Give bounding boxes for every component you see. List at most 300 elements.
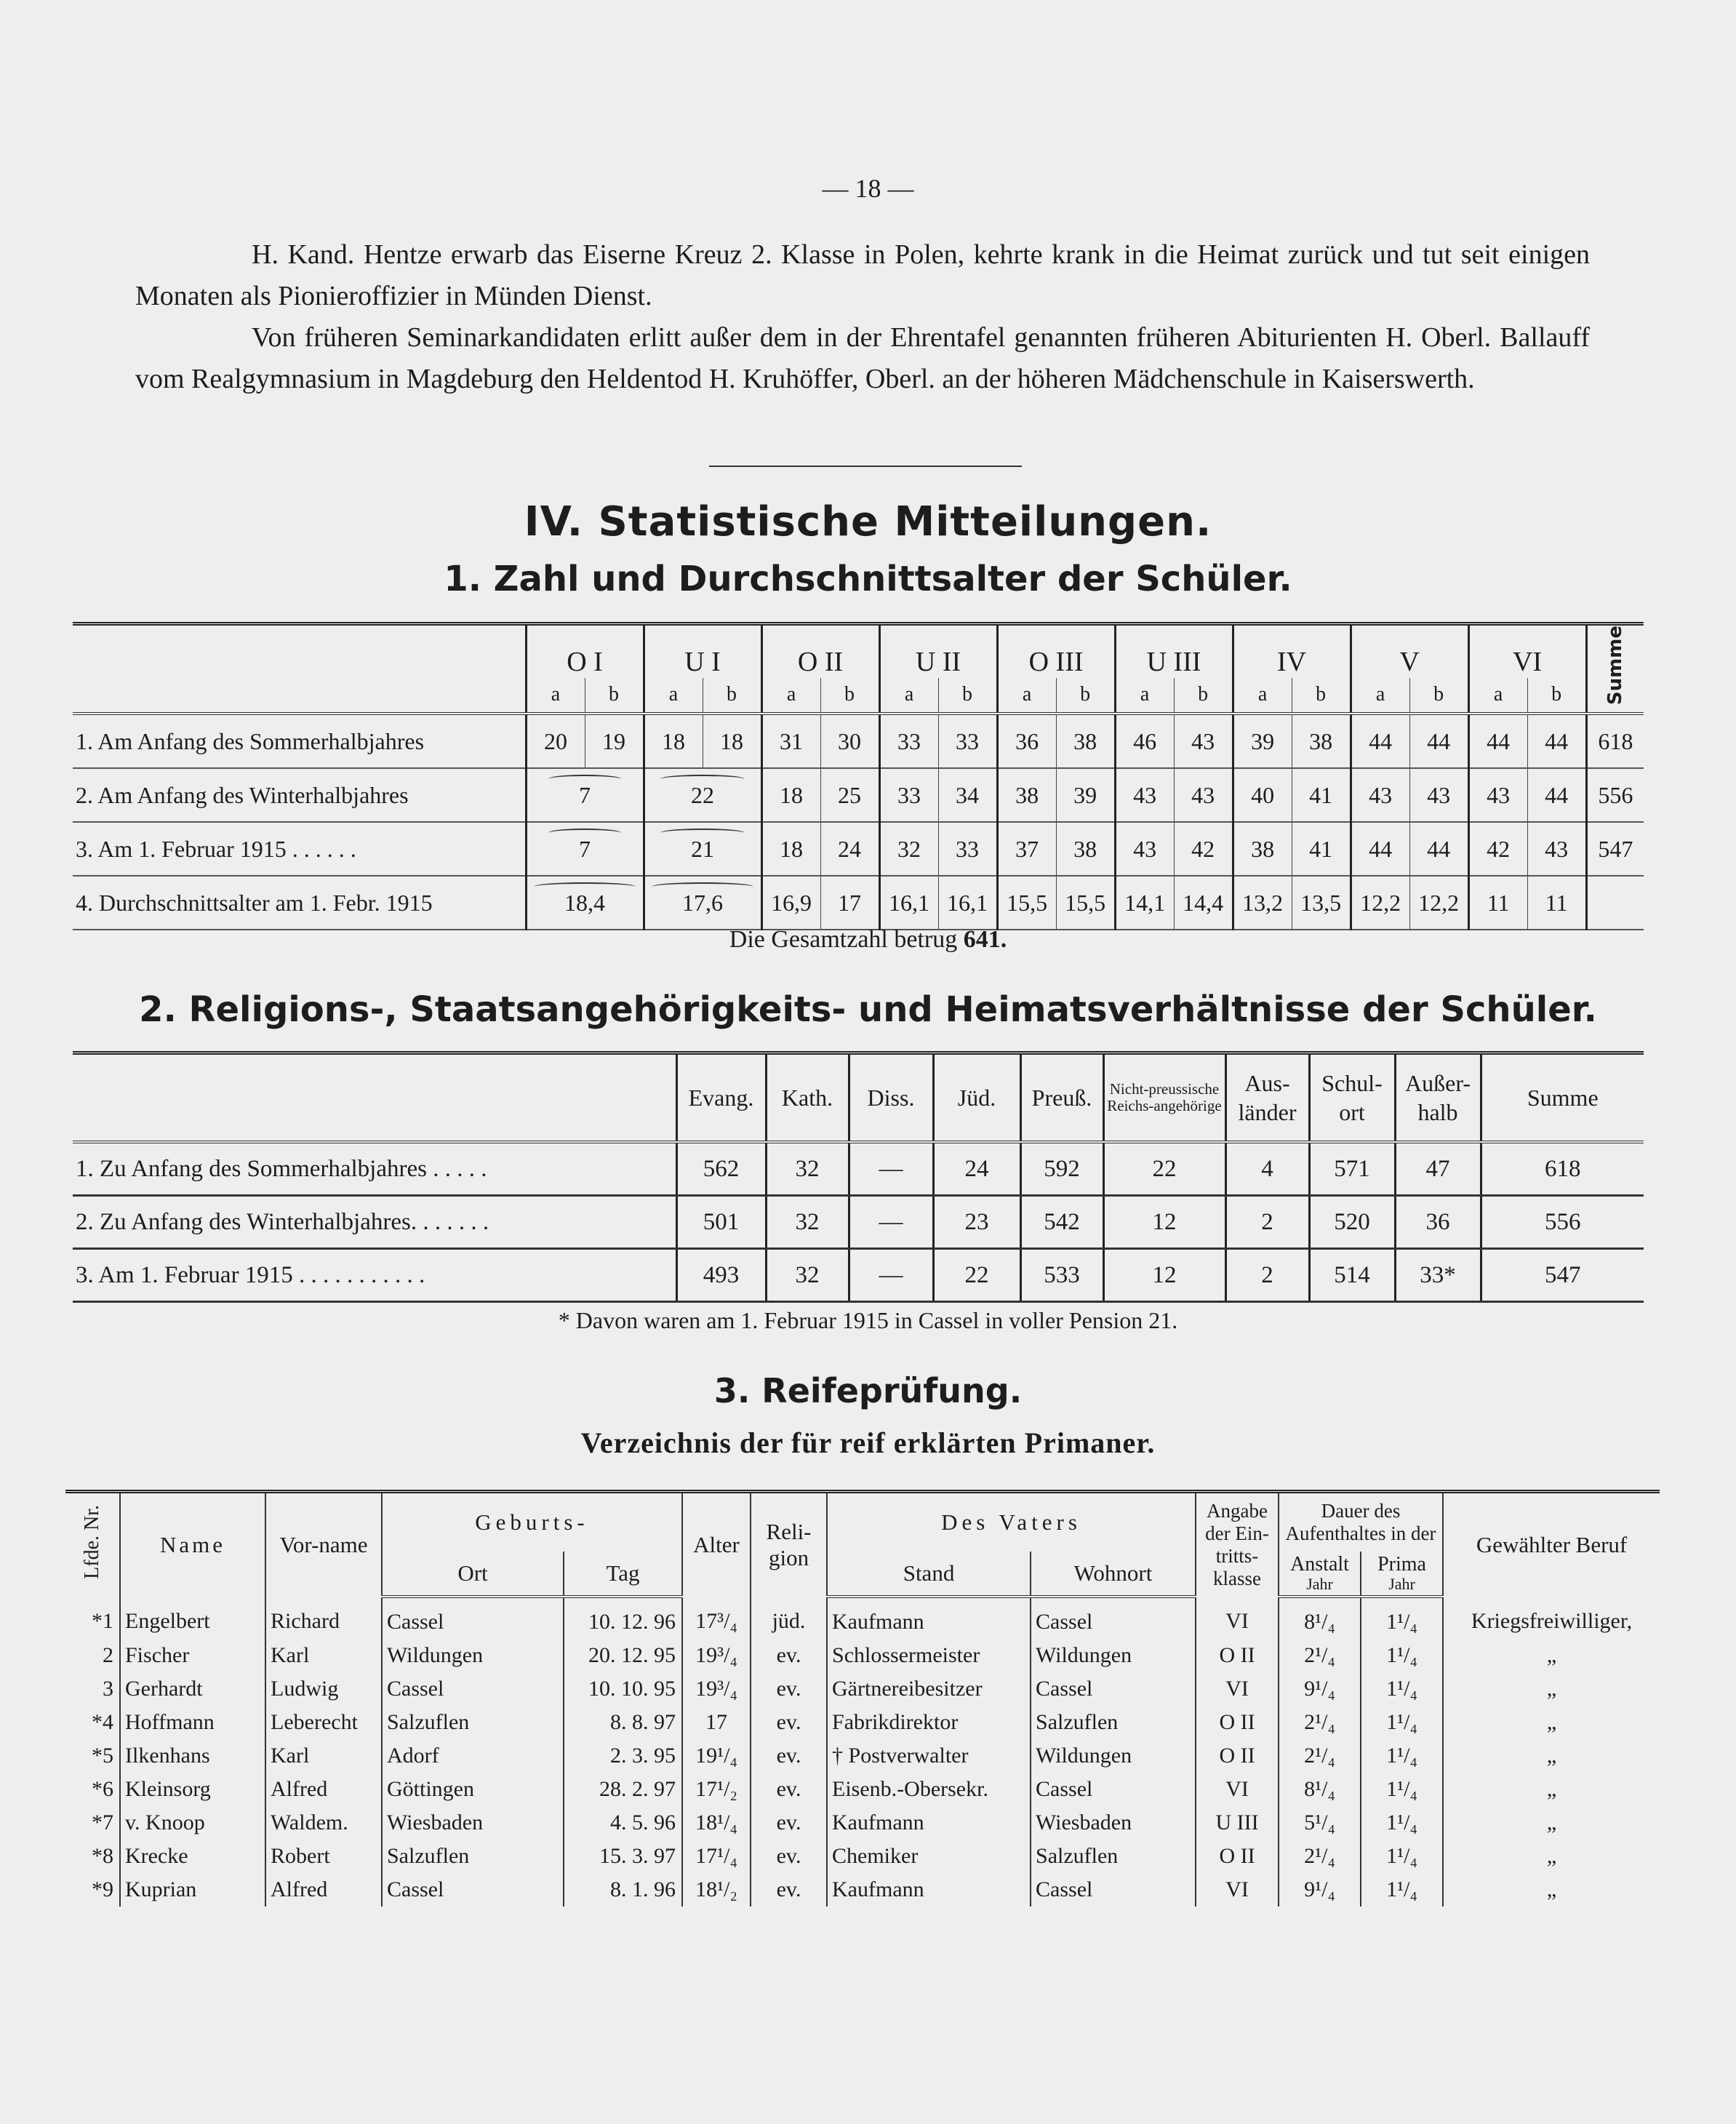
column-header: Jüd.: [933, 1053, 1020, 1143]
sum-cell: 547: [1586, 822, 1644, 876]
value-cell: 12: [1103, 1196, 1225, 1249]
cell-klasse: VI: [1196, 1773, 1279, 1806]
cell-klasse: O II: [1196, 1706, 1279, 1739]
value-cell: 571: [1309, 1142, 1395, 1196]
value-cell: 24: [820, 822, 879, 876]
value-cell: 31: [761, 714, 820, 768]
cell-rel: ev.: [751, 1706, 827, 1739]
column-header: Preuß.: [1020, 1053, 1103, 1143]
cell-nr: 3: [103, 1677, 113, 1701]
value-cell: 18: [703, 714, 761, 768]
cell-name: Kuprian: [120, 1873, 265, 1907]
cell-name: Hoffmann: [120, 1706, 265, 1739]
section-3-title: 3. Reifeprüfung.: [713, 1371, 1023, 1410]
value-cell: 11: [1527, 876, 1586, 930]
cell-stand: Kaufmann: [827, 1806, 1031, 1840]
cell-rel: ev.: [751, 1840, 827, 1873]
value-cell: 13,2: [1233, 876, 1292, 930]
cell-prima: 1¹/₄: [1361, 1840, 1443, 1873]
merged-cell: [644, 822, 761, 876]
cell-anstalt: 2¹/₄: [1279, 1840, 1361, 1873]
cell-nr: 2: [103, 1643, 113, 1667]
sum-cell: 556: [1586, 768, 1644, 822]
section-2-title: 2. Religions-, Staatsangehörigkeits- und Heimatsverhältnisse der Schüler.: [139, 989, 1597, 1030]
cell-prima: 1¹/₄: [1361, 1773, 1443, 1806]
value-cell: 38: [997, 768, 1056, 822]
value-cell: 16,1: [879, 876, 938, 930]
row-label: 4. Durchschnittsalter am 1. Febr. 1915: [73, 876, 526, 930]
cell-klasse: O II: [1196, 1739, 1279, 1773]
cell-stand: Schlossermeister: [827, 1639, 1031, 1672]
header-wohnort: Wohnort: [1031, 1552, 1196, 1597]
merged-value: 17,6: [682, 889, 724, 916]
cell-vorname: Alfred: [265, 1773, 382, 1806]
header-blank: [73, 678, 526, 714]
cell-wohnort: Wildungen: [1031, 1739, 1196, 1773]
value-cell: 14,4: [1174, 876, 1233, 930]
cell-anstalt: 2¹/₄: [1279, 1739, 1361, 1773]
merged-value: 7: [579, 781, 591, 808]
header-blank: [73, 1053, 676, 1143]
table-row: [65, 1873, 1660, 1907]
cell-beruf: „: [1443, 1672, 1660, 1706]
cell-rel: ev.: [751, 1773, 827, 1806]
column-header: Kath.: [766, 1053, 849, 1143]
cell-name: Kleinsorg: [120, 1773, 265, 1806]
section-3-subtitle: Verzeichnis der für reif erklärten Primaner.: [580, 1426, 1156, 1459]
cell-nr: *5: [92, 1744, 113, 1768]
cell-nr: *1: [92, 1609, 113, 1633]
cell-anstalt: 9¹/₄: [1279, 1873, 1361, 1907]
value-cell: 15,5: [997, 876, 1056, 930]
header-anstalt-unit: Jahr: [1306, 1575, 1333, 1593]
header-prima: [1361, 1552, 1443, 1597]
cell-beruf: „: [1443, 1773, 1660, 1806]
column-header: Diss.: [849, 1053, 933, 1143]
value-cell: 42: [1174, 822, 1233, 876]
value-cell: 22: [933, 1249, 1020, 1302]
cell-anstalt: 8¹/₄: [1279, 1597, 1361, 1639]
value-cell: 562: [676, 1142, 766, 1196]
header-sub-b: b: [820, 678, 879, 714]
value-cell: 556: [1481, 1196, 1644, 1249]
value-cell: 43: [1115, 768, 1174, 822]
intro-paragraph-1: H. Kand. Hentze erwarb das Eiserne Kreuz 2. Klasse in Polen, kehrte krank in die Heimat zurück und tut seit einigen Monaten als Pionieroffizier in Münden Dienst.: [135, 239, 1590, 311]
value-cell: 16,9: [761, 876, 820, 930]
cell-stand: Chemiker: [827, 1840, 1031, 1873]
value-cell: 44: [1527, 768, 1586, 822]
header-sub-a: a: [761, 678, 820, 714]
separator-rule: [709, 466, 1022, 467]
header-vorname: Vor-name: [265, 1492, 382, 1597]
value-cell: 38: [1233, 822, 1292, 876]
cell-nr: *6: [92, 1777, 113, 1801]
header-summe: [1586, 624, 1644, 714]
table-row: [65, 1672, 1660, 1706]
cell-vorname: Waldem.: [265, 1806, 382, 1840]
value-cell: 618: [1481, 1142, 1644, 1196]
table-row: [65, 1773, 1660, 1806]
column-header: Außer-halb: [1395, 1053, 1481, 1143]
cell-beruf: „: [1443, 1806, 1660, 1840]
header-sub-a: a: [644, 678, 703, 714]
header-anstalt-label: Anstalt: [1290, 1553, 1349, 1576]
cell-rel: ev.: [751, 1672, 827, 1706]
merged-value: 22: [691, 781, 715, 808]
value-cell: 30: [820, 714, 879, 768]
header-class: O III: [997, 624, 1115, 678]
total-text: Die Gesamtzahl betrug: [729, 926, 958, 953]
header-ort: Ort: [382, 1552, 564, 1597]
table-row: [65, 1706, 1660, 1739]
cell-vorname: Alfred: [265, 1873, 382, 1907]
value-cell: —: [849, 1142, 933, 1196]
merged-cell: [644, 876, 761, 930]
cell-stand: Fabrikdirektor: [827, 1706, 1031, 1739]
header-nr-label: Lfde. Nr.: [81, 1505, 103, 1579]
merged-value: 7: [579, 835, 591, 862]
value-cell: 41: [1292, 768, 1351, 822]
cell-tag: 8. 8. 97: [564, 1706, 682, 1739]
merged-cell: [644, 768, 761, 822]
value-cell: 18: [761, 822, 820, 876]
value-cell: 43: [1527, 822, 1586, 876]
value-cell: 36: [1395, 1196, 1481, 1249]
footnote: * Davon waren am 1. Februar 1915 in Cassel in voller Pension 21.: [558, 1307, 1178, 1333]
header-sub-a: a: [1233, 678, 1292, 714]
value-cell: 37: [997, 822, 1056, 876]
header-dauer: Dauer des Aufenthaltes in der: [1279, 1492, 1443, 1552]
cell-name: Fischer: [120, 1639, 265, 1672]
cell-klasse: VI: [1196, 1597, 1279, 1639]
value-cell: 14,1: [1115, 876, 1174, 930]
value-cell: 39: [1056, 768, 1115, 822]
header-sub-a: a: [526, 678, 585, 714]
header-prima-unit: Jahr: [1388, 1575, 1415, 1593]
cell-tag: 10. 12. 96: [564, 1597, 682, 1639]
cell-prima: 1¹/₄: [1361, 1706, 1443, 1739]
value-cell: 4: [1225, 1142, 1309, 1196]
cell-stand: † Postverwalter: [827, 1739, 1031, 1773]
header-sub-a: a: [1351, 678, 1409, 714]
cell-ort: Salzuflen: [382, 1706, 564, 1739]
header-geburts: Geburts-: [382, 1492, 682, 1552]
value-cell: 501: [676, 1196, 766, 1249]
column-header: Schul-ort: [1309, 1053, 1395, 1143]
row-label: 1. Zu Anfang des Sommerhalbjahres . . . . .: [73, 1142, 676, 1196]
intro-text: [135, 234, 1590, 400]
value-cell: 32: [879, 822, 938, 876]
cell-klasse: U III: [1196, 1806, 1279, 1840]
cell-alter: 18¹/₂: [682, 1873, 751, 1907]
header-sub-a: a: [997, 678, 1056, 714]
value-cell: —: [849, 1249, 933, 1302]
cell-beruf: Kriegsfreiwilliger,: [1443, 1597, 1660, 1639]
cell-prima: 1¹/₄: [1361, 1873, 1443, 1907]
page-number: — 18 —: [822, 174, 914, 203]
column-header: Aus-länder: [1225, 1053, 1309, 1143]
section-1-title: 1. Zahl und Durchschnittsalter der Schüler.: [444, 559, 1292, 599]
merged-value: 18,4: [564, 889, 605, 916]
cell-rel: ev.: [751, 1873, 827, 1907]
header-alter: Alter: [682, 1492, 751, 1597]
cell-name: Engelbert: [120, 1597, 265, 1639]
header-des-vaters: Des Vaters: [827, 1492, 1196, 1552]
cell-name: Krecke: [120, 1840, 265, 1873]
cell-wohnort: Cassel: [1031, 1873, 1196, 1907]
table-row: [73, 876, 1644, 930]
header-class: IV: [1233, 624, 1351, 678]
cell-vorname: Karl: [265, 1639, 382, 1672]
cell-alter: 19³/₄: [682, 1639, 751, 1672]
header-class: U II: [879, 624, 997, 678]
cell-nr: *7: [92, 1810, 113, 1834]
table-row: [65, 1739, 1660, 1773]
header-sub-b: b: [585, 678, 644, 714]
cell-wohnort: Salzuflen: [1031, 1706, 1196, 1739]
table-school-statistics: [73, 622, 1644, 930]
cell-anstalt: 2¹/₄: [1279, 1706, 1361, 1739]
cell-tag: 28. 2. 97: [564, 1773, 682, 1806]
value-cell: 42: [1468, 822, 1527, 876]
table-row: [73, 714, 1644, 768]
value-cell: 12: [1103, 1249, 1225, 1302]
header-angabe: Angabe der Ein-tritts-klasse: [1196, 1492, 1279, 1597]
value-cell: 44: [1409, 822, 1468, 876]
cell-tag: 10. 10. 95: [564, 1672, 682, 1706]
cell-klasse: VI: [1196, 1873, 1279, 1907]
value-cell: 43: [1115, 822, 1174, 876]
header-sub-a: a: [879, 678, 938, 714]
value-cell: 40: [1233, 768, 1292, 822]
value-cell: 592: [1020, 1142, 1103, 1196]
value-cell: 38: [1292, 714, 1351, 768]
table-row: [73, 1249, 1644, 1302]
cell-vorname: Ludwig: [265, 1672, 382, 1706]
header-class: U III: [1115, 624, 1233, 678]
value-cell: 32: [766, 1249, 849, 1302]
value-cell: 33: [938, 822, 997, 876]
value-cell: 22: [1103, 1142, 1225, 1196]
cell-vorname: Robert: [265, 1840, 382, 1873]
header-sub-b: b: [1056, 678, 1115, 714]
value-cell: 542: [1020, 1196, 1103, 1249]
cell-stand: Kaufmann: [827, 1873, 1031, 1907]
value-cell: 43: [1468, 768, 1527, 822]
value-cell: 38: [1056, 714, 1115, 768]
cell-alter: 17¹/₄: [682, 1840, 751, 1873]
row-label: 3. Am 1. Februar 1915 . . . . . . . . . . .: [73, 1249, 676, 1302]
cell-rel: jüd.: [751, 1597, 827, 1639]
table-row: [73, 822, 1644, 876]
header-summe-label: Summe: [1604, 626, 1627, 706]
cell-rel: ev.: [751, 1806, 827, 1840]
value-cell: 520: [1309, 1196, 1395, 1249]
value-cell: 2: [1225, 1249, 1309, 1302]
value-cell: 20: [526, 714, 585, 768]
value-cell: 16,1: [938, 876, 997, 930]
cell-tag: 8. 1. 96: [564, 1873, 682, 1907]
table-row: [65, 1639, 1660, 1672]
cell-wohnort: Salzuflen: [1031, 1840, 1196, 1873]
cell-ort: Cassel: [382, 1873, 564, 1907]
value-cell: 43: [1351, 768, 1409, 822]
value-cell: 39: [1233, 714, 1292, 768]
value-cell: 12,2: [1351, 876, 1409, 930]
column-header: Summe: [1481, 1053, 1644, 1143]
cell-wohnort: Wiesbaden: [1031, 1806, 1196, 1840]
header-class: O I: [526, 624, 644, 678]
cell-rel: ev.: [751, 1639, 827, 1672]
cell-ort: Göttingen: [382, 1773, 564, 1806]
cell-tag: 2. 3. 95: [564, 1739, 682, 1773]
intro-paragraph-2: Von früheren Seminarkandidaten erlitt außer dem in der Ehrentafel genannten früheren Abiturienten H. Oberl. Ballauff vom Realgymnasium in Magdeburg den Heldentod H. Kruhöffer, Oberl. an der höheren Mädchenschule in Kaiserswerth.: [135, 322, 1590, 394]
cell-nr: *8: [92, 1844, 113, 1868]
table-row: [73, 768, 1644, 822]
table-row: [65, 1840, 1660, 1873]
value-cell: 46: [1115, 714, 1174, 768]
merged-cell: [526, 822, 644, 876]
table-row: [65, 1806, 1660, 1840]
header-sub-b: b: [703, 678, 761, 714]
cell-wohnort: Cassel: [1031, 1773, 1196, 1806]
cell-tag: 20. 12. 95: [564, 1639, 682, 1672]
cell-name: Gerhardt: [120, 1672, 265, 1706]
column-header: Nicht-preussische Reichs-angehörige: [1103, 1053, 1225, 1143]
value-cell: 34: [938, 768, 997, 822]
cell-name: Ilkenhans: [120, 1739, 265, 1773]
cell-beruf: „: [1443, 1739, 1660, 1773]
table-row: [73, 1142, 1644, 1196]
cell-wohnort: Cassel: [1031, 1597, 1196, 1639]
value-cell: 47: [1395, 1142, 1481, 1196]
merged-cell: [526, 768, 644, 822]
value-cell: 44: [1468, 714, 1527, 768]
value-cell: 33: [938, 714, 997, 768]
cell-nr: *4: [92, 1710, 113, 1734]
cell-vorname: Richard: [265, 1597, 382, 1639]
header-class: V: [1351, 624, 1468, 678]
value-cell: 33: [879, 714, 938, 768]
row-label: 3. Am 1. Februar 1915 . . . . . .: [73, 822, 526, 876]
value-cell: 514: [1309, 1249, 1395, 1302]
merged-cell: [526, 876, 644, 930]
cell-stand: Gärtnereibesitzer: [827, 1672, 1031, 1706]
value-cell: 33: [879, 768, 938, 822]
header-class: O II: [761, 624, 879, 678]
header-religion: Reli-gion: [751, 1492, 827, 1597]
merged-value: 21: [691, 835, 715, 862]
cell-prima: 1¹/₄: [1361, 1597, 1443, 1639]
value-cell: 43: [1409, 768, 1468, 822]
value-cell: 44: [1351, 714, 1409, 768]
value-cell: 24: [933, 1142, 1020, 1196]
table-row: [73, 1196, 1644, 1249]
value-cell: 533: [1020, 1249, 1103, 1302]
header-class: VI: [1468, 624, 1586, 678]
header-sub-b: b: [1174, 678, 1233, 714]
cell-stand: Kaufmann: [827, 1597, 1031, 1639]
value-cell: 13,5: [1292, 876, 1351, 930]
cell-stand: Eisenb.-Obersekr.: [827, 1773, 1031, 1806]
header-stand: Stand: [827, 1552, 1031, 1597]
cell-alter: 19¹/₄: [682, 1739, 751, 1773]
total-value: 641.: [963, 926, 1007, 953]
header-class: U I: [644, 624, 761, 678]
cell-alter: 17: [682, 1706, 751, 1739]
cell-vorname: Leberecht: [265, 1706, 382, 1739]
cell-wohnort: Wildungen: [1031, 1639, 1196, 1672]
value-cell: 44: [1527, 714, 1586, 768]
header-sub-b: b: [938, 678, 997, 714]
value-cell: 36: [997, 714, 1056, 768]
cell-ort: Cassel: [382, 1672, 564, 1706]
cell-anstalt: 5¹/₄: [1279, 1806, 1361, 1840]
cell-klasse: O II: [1196, 1639, 1279, 1672]
value-cell: 11: [1468, 876, 1527, 930]
value-cell: 33*: [1395, 1249, 1481, 1302]
value-cell: 25: [820, 768, 879, 822]
header-prima-label: Prima: [1377, 1553, 1426, 1576]
cell-nr: *9: [92, 1877, 113, 1901]
value-cell: 547: [1481, 1249, 1644, 1302]
value-cell: 32: [766, 1142, 849, 1196]
cell-name: v. Knoop: [120, 1806, 265, 1840]
value-cell: 18: [761, 768, 820, 822]
cell-tag: 15. 3. 97: [564, 1840, 682, 1873]
table-graduates: [65, 1490, 1660, 1907]
header-sub-b: b: [1527, 678, 1586, 714]
cell-vorname: Karl: [265, 1739, 382, 1773]
value-cell: 23: [933, 1196, 1020, 1249]
table-row: [65, 1597, 1660, 1639]
cell-alter: 17¹/₂: [682, 1773, 751, 1806]
cell-beruf: „: [1443, 1873, 1660, 1907]
cell-beruf: „: [1443, 1706, 1660, 1739]
header-sub-b: b: [1292, 678, 1351, 714]
value-cell: 44: [1351, 822, 1409, 876]
value-cell: 38: [1056, 822, 1115, 876]
cell-prima: 1¹/₄: [1361, 1806, 1443, 1840]
section-iv-title: IV. Statistische Mitteilungen.: [524, 498, 1212, 546]
cell-anstalt: 2¹/₄: [1279, 1639, 1361, 1672]
value-cell: 12,2: [1409, 876, 1468, 930]
table-religion-nationality: [73, 1051, 1644, 1303]
total-line: [0, 926, 1736, 954]
cell-prima: 1¹/₄: [1361, 1639, 1443, 1672]
header-sub-a: a: [1115, 678, 1174, 714]
value-cell: 43: [1174, 714, 1233, 768]
cell-ort: Wiesbaden: [382, 1806, 564, 1840]
cell-ort: Salzuflen: [382, 1840, 564, 1873]
cell-prima: 1¹/₄: [1361, 1672, 1443, 1706]
header-sub-a: a: [1468, 678, 1527, 714]
cell-anstalt: 9¹/₄: [1279, 1672, 1361, 1706]
cell-prima: 1¹/₄: [1361, 1739, 1443, 1773]
cell-wohnort: Cassel: [1031, 1672, 1196, 1706]
row-label: 2. Zu Anfang des Winterhalbjahres. . . . . . .: [73, 1196, 676, 1249]
sum-cell: [1586, 876, 1644, 930]
cell-ort: Cassel: [382, 1597, 564, 1639]
value-cell: 493: [676, 1249, 766, 1302]
cell-alter: 17³/₄: [682, 1597, 751, 1639]
value-cell: 41: [1292, 822, 1351, 876]
cell-beruf: „: [1443, 1840, 1660, 1873]
header-name: Name: [120, 1492, 265, 1597]
value-cell: 19: [585, 714, 644, 768]
cell-beruf: „: [1443, 1639, 1660, 1672]
value-cell: —: [849, 1196, 933, 1249]
